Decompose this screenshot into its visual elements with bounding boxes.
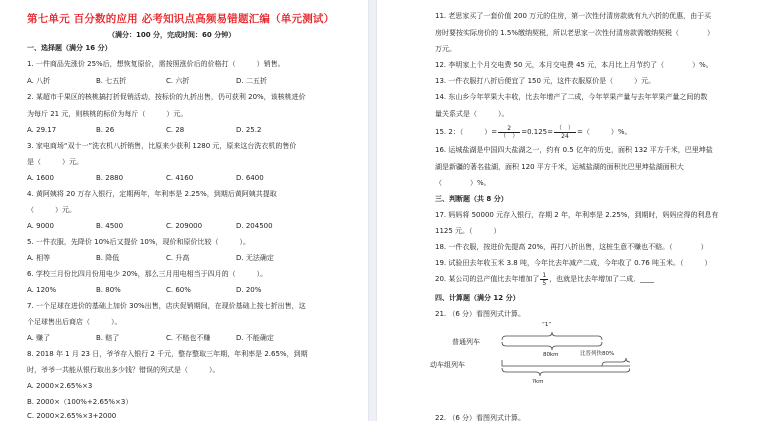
question-1: 1. 一件商品先涨价 25%后，想恢复原价，需按照涨价后的价格打（ ）销售。 [27, 60, 285, 68]
q4-option-a: A. 9000 [27, 222, 54, 230]
document-title: 第七单元 百分数的应用 必考知识点高频易错题汇编（单元测试） [27, 13, 335, 25]
question-2-line2: 为每斤 21 元，则核桃的标价为每斤（ ）元。 [27, 110, 188, 118]
question-17-line2: 1125 元。（ ） [435, 227, 501, 235]
question-12: 12. 李明家上个月交电费 50 元，本月交电费 45 元，本月比上月节约了（ ）%。 [435, 61, 713, 69]
q5-option-a: A. 相等 [27, 254, 51, 262]
page-gutter [368, 0, 377, 421]
q6-option-c: C. 60% [166, 286, 191, 294]
question-16-line2: 湖是新疆的著名盐湖，面积 120 平方千米，运城盐湖的面积比巴里坤盐湖面积大 [435, 163, 684, 171]
section-heading-calc: 四、计算题（满分 12 分） [435, 294, 520, 302]
q1-option-d: D. 二五折 [236, 77, 267, 85]
faster-by-label: 比普列快80% [580, 351, 615, 357]
question-6: 6. 学校三月份比四月份用电少 20%，那么三月用电相当于四月的（ ）。 [27, 270, 268, 278]
q20-suffix: ，也就是比去年增加了二成．____ [549, 275, 655, 283]
document-subtitle: （满分：100 分，完成时间：60 分钟） [108, 31, 236, 39]
ordinary-train-label: 普通列车 [452, 338, 480, 346]
question-17-line1: 17. 妈妈将 50000 元存入银行，存期 2 年，年利率是 2.25%，到期时，妈妈应得的利息有 [435, 211, 719, 219]
question-7-line2: 个足球售出后商店（ ）。 [27, 318, 122, 326]
train-comparison-diagram [430, 322, 630, 392]
question-3-line1: 3. 家电商场“双十一”洗衣机八折销售，比原来少获利 1280 元，原来这台洗衣机的售价 [27, 142, 297, 150]
bullet-train-label: 动车组列车 [430, 361, 465, 369]
q7-option-a: A. 赚了 [27, 334, 51, 342]
q2-option-c: C. 28 [166, 126, 185, 134]
q2-option-a: A. 29.17 [27, 126, 57, 134]
brace-diagram-lines [430, 322, 630, 392]
question-5: 5. 一件衣服，先降价 10%后又提价 10%，现价和原价比较（ ）。 [27, 238, 250, 246]
ordinary-train-distance: 80km [543, 352, 559, 358]
q1-option-c: C. 六折 [166, 77, 190, 85]
question-21: 21. （6 分）看图列式计算。 [435, 310, 526, 318]
q20-fraction [540, 272, 548, 287]
q15-frac1-denominator: （ ） [500, 132, 519, 140]
q15-frac2-numerator: （ ） [555, 124, 574, 132]
q15-prefix: 15. 2：（ ）= [435, 128, 498, 136]
q15-frac1-numerator: 2 [498, 125, 520, 133]
q6-option-a: A. 120% [27, 286, 57, 294]
question-4-line2: （ ）元。 [27, 206, 76, 214]
question-7-line1: 7. 一个足球在进价的基础上加价 30%出售，店庆促销期间，在现价基础上按七折出售，这 [27, 302, 306, 310]
q15-frac2-denominator: 24 [561, 132, 569, 140]
question-22: 22. （6 分）看图列式计算。 [435, 414, 526, 421]
section-heading-judge: 三、判断题（共 8 分） [435, 195, 508, 203]
q6-option-d: D. 20% [236, 286, 262, 294]
q3-option-d: D. 6400 [236, 174, 264, 182]
left-page [0, 0, 368, 421]
question-4-line1: 4. 黄阿姨将 20 万存入银行，定期两年，年利率是 2.25%，到期后黄阿姨共提取 [27, 190, 277, 198]
q15-fraction-2 [554, 125, 576, 140]
question-16-line1: 16. 运城盐湖是中国四大盐湖之一，约有 0.5 亿年的历史，面积 132 平方千米，巴里坤盐 [435, 146, 713, 154]
q5-option-b: B. 降低 [96, 254, 120, 262]
q7-option-c: C. 不赔也不赚 [166, 334, 211, 342]
q1-option-b: B. 七五折 [96, 77, 127, 85]
question-14-line2: 量关系式是（ ）。 [435, 110, 509, 118]
q20-frac-numerator: 1 [542, 271, 547, 279]
question-3-line2: 是（ ）元。 [27, 158, 83, 166]
q6-option-b: B. 80% [96, 286, 121, 294]
question-14-line1: 14. 东山乡今年苹果大丰收，比去年增产了二成，今年苹果产量与去年苹果产量之间的数 [435, 93, 708, 101]
section-heading-choice: 一、选择题（满分 16 分） [27, 44, 112, 52]
question-11-line2: 房时要按实际房价的 1.5%缴纳契税，所以老思家一次性付清房款需缴纳契税（ ） [435, 29, 715, 37]
q20-prefix: 20. 某公司的总产值比去年增加了 [435, 275, 540, 283]
q2-option-b: B. 26 [96, 126, 115, 134]
q7-option-b: B. 赔了 [96, 334, 120, 342]
question-18: 18. 一件衣服，按进价先提高 20%，再打八折出售，这桩生意不赚也不赔。（ ） [435, 243, 708, 251]
q15-fraction-1 [498, 125, 520, 140]
total-distance-label: ?km [532, 379, 544, 385]
q8-option-b: B. 2000×（100%+2.65%×3） [27, 398, 133, 406]
q2-option-d: D. 25.2 [236, 126, 262, 134]
question-8-line1: 8. 2018 年 1 月 23 日，爷爷存入银行 2 千元，整存整取三年期，年利率是 2.65%，到期 [27, 350, 308, 358]
question-8-line2: 时，爷爷一共能从银行取出多少钱？错误的列式是（ ）。 [27, 366, 220, 374]
question-11-line1: 11. 老思家买了一套价值 200 万元的住房，第一次性付清房款就有九六折的优惠，由于买 [435, 12, 712, 20]
q3-option-a: A. 1600 [27, 174, 54, 182]
q8-option-a: A. 2000×2.65%×3 [27, 382, 93, 390]
question-16-line3: （ ）%。 [435, 179, 491, 187]
q5-option-c: C. 升高 [166, 254, 190, 262]
question-20 [435, 271, 654, 287]
q4-option-d: D. 204500 [236, 222, 273, 230]
q15-mid: =0.125= [521, 128, 553, 136]
q7-option-d: D. 不能确定 [236, 334, 274, 342]
q20-frac-denominator: 5 [542, 279, 547, 287]
q3-option-c: C. 4160 [166, 174, 194, 182]
question-2-line1: 2. 某超市千果区的核桃搞打折促销活动，按标价的九折出售，仍可获利 20%，该核桃进价 [27, 93, 306, 101]
unit-one-label: “1” [542, 322, 552, 328]
question-13: 13. 一件衣服打八折后便宜了 150 元，这件衣服原价是（ ）元。 [435, 77, 656, 85]
q1-option-a: A. 八折 [27, 77, 51, 85]
q3-option-b: B. 2880 [96, 174, 124, 182]
question-19: 19. 试验田去年收玉米 3.8 吨，今年比去年减产二成，今年收了 0.76 吨玉米。（ ） [435, 259, 712, 267]
q5-option-d: D. 无法确定 [236, 254, 274, 262]
q4-option-b: B. 4500 [96, 222, 124, 230]
question-15 [435, 124, 632, 140]
question-11-line3: 万元。 [435, 45, 456, 53]
q4-option-c: C. 209000 [166, 222, 203, 230]
q15-suffix: =（ ）%。 [577, 128, 632, 136]
q8-option-c: C. 2000×2.65%×3+2000 [27, 412, 117, 420]
